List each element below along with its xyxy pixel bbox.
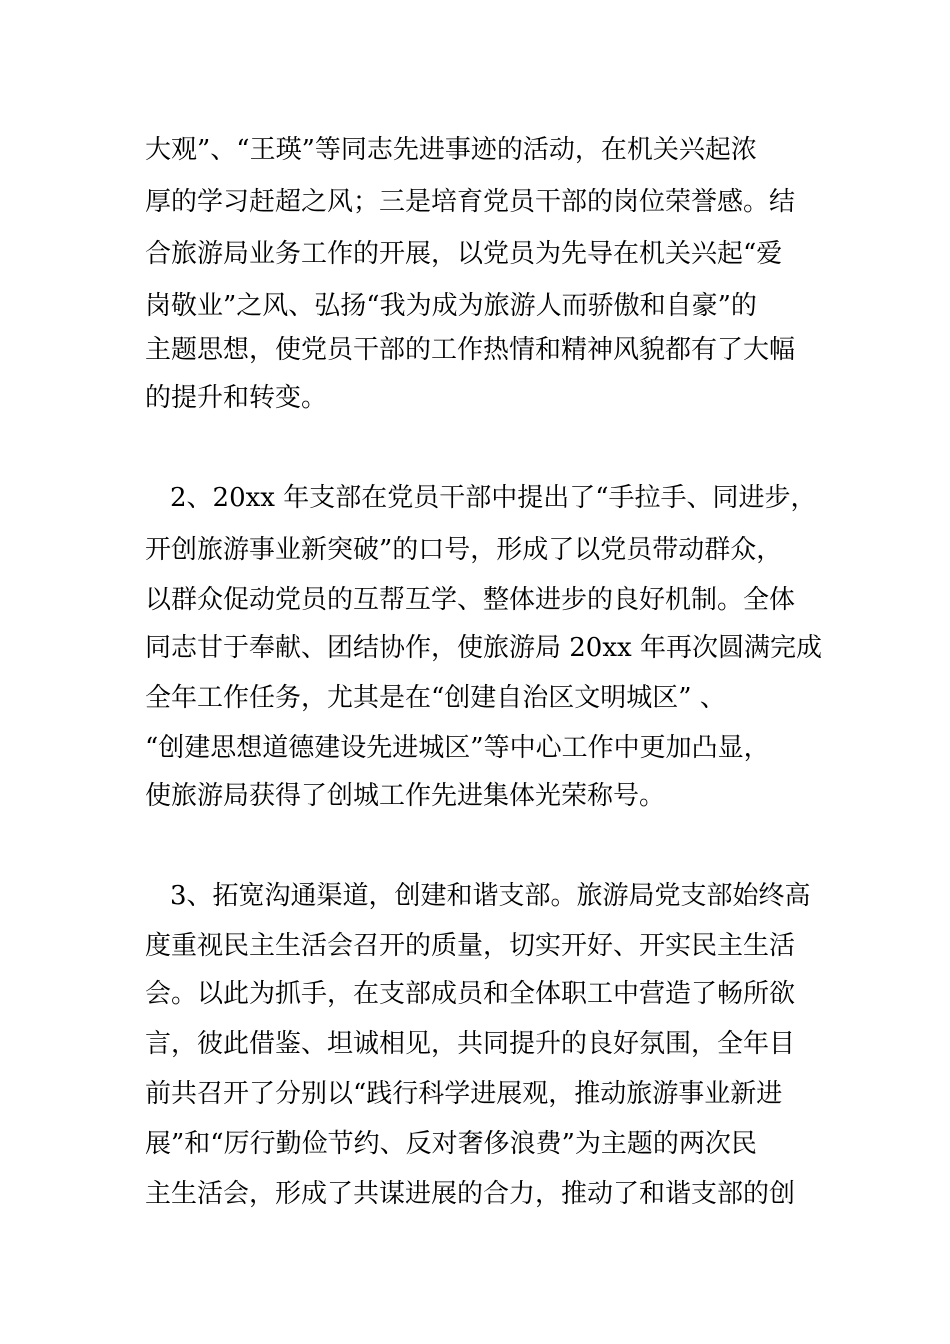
paragraph-1-line-1: 大观”、“王瑛”等同志先进事迹的活动，在机关兴起浓: [145, 135, 757, 165]
paragraph-1-line-6: 的提升和转变。: [145, 383, 328, 413]
paragraph-2-line-5: 全年工作任务，尤其是在“创建自治区文明城区” 、: [145, 683, 726, 713]
paragraph-3-line-7: 主生活会，形成了共谋进展的合力，推动了和谐支部的创: [145, 1179, 796, 1209]
paragraph-1-line-5: 主题思想，使党员干部的工作热情和精神风貌都有了大幅: [145, 335, 796, 365]
paragraph-2-line-2: 开创旅游事业新突破”的口号，形成了以党员带动群众，: [145, 535, 783, 565]
paragraph-3-line-5: 前共召开了分别以“践行科学进展观，推动旅游事业新进: [145, 1079, 783, 1109]
paragraph-3-line-1: 3、拓宽沟通渠道，创建和谐支部。旅游局党支部始终高: [170, 881, 811, 911]
paragraph-1-line-2: 厚的学习赶超之风；三是培育党员干部的岗位荣誉感。结: [145, 187, 796, 217]
paragraph-3-line-4: 言，彼此借鉴、坦诚相见，共同提升的良好氛围，全年目: [145, 1029, 796, 1059]
paragraph-3-line-2: 度重视民主生活会召开的质量，切实开好、开实民主生活: [145, 931, 796, 961]
paragraph-1-line-4: 岗敬业”之风、弘扬“我为成为旅游人而骄傲和自豪”的: [145, 291, 757, 321]
paragraph-2-line-3: 以群众促动党员的互帮互学、整体进步的良好机制。全体: [145, 585, 796, 615]
paragraph-2-line-1: 2、20xx 年支部在党员干部中提出了“手拉手、同进步，: [170, 483, 817, 513]
paragraph-3-line-6: 展”和“厉行勤俭节约、反对奢侈浪费”为主题的两次民: [145, 1129, 757, 1159]
paragraph-2-line-6: “创建思想道德建设先进城区”等中心工作中更加凸显，: [145, 733, 770, 763]
paragraph-3-line-3: 会。以此为抓手，在支部成员和全体职工中营造了畅所欲: [145, 979, 796, 1009]
paragraph-2-line-4: 同志甘于奉献、团结协作，使旅游局 20xx 年再次圆满完成: [145, 633, 822, 663]
paragraph-2-line-7: 使旅游局获得了创城工作先进集体光荣称号。: [145, 781, 666, 811]
paragraph-1-line-3: 合旅游局业务工作的开展，以党员为先导在机关兴起“爱: [145, 239, 783, 269]
